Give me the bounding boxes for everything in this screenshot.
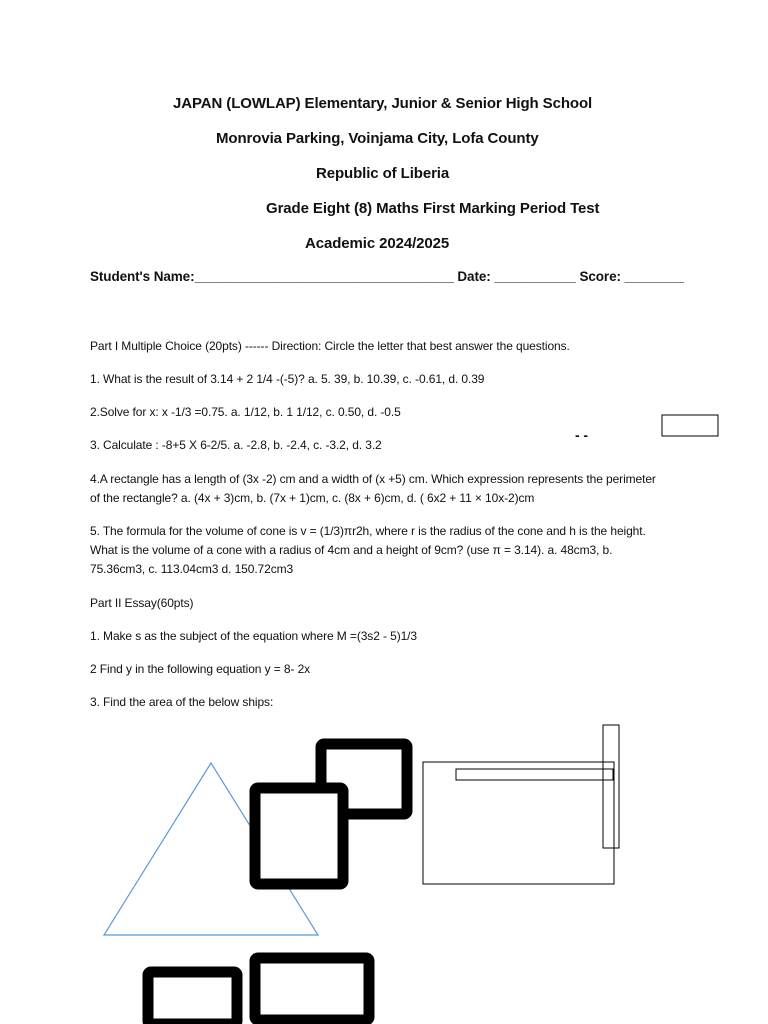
small-empty-box xyxy=(662,415,718,436)
square-shape-bottom xyxy=(255,788,343,884)
part1-heading: Part I Multiple Choice (20pts) ------ Direction: Circle the letter that best answer the questions. xyxy=(90,339,570,353)
school-name: JAPAN (LOWLAP) Elementary, Junior & Senior High School xyxy=(173,95,593,112)
essay-question-3: 3. Find the area of the below ships: xyxy=(90,695,274,709)
stray-mark: - - xyxy=(575,427,588,443)
country: Republic of Liberia xyxy=(316,165,450,182)
student-info-line: Student's Name:___________________________________ Date: ___________ Score: ________ xyxy=(90,269,684,284)
school-address: Monrovia Parking, Voinjama City, Lofa County xyxy=(216,130,539,147)
academic-year: Academic 2024/2025 xyxy=(305,235,450,252)
question-5: 5. The formula for the volume of cone is v = (1/3)πr2h, where r is the radius of the cone and h is the height. What is the volume of a cone with a radius of 4cm and a height of 9cm? (use π = 3.14). a. 48cm3, b. 75.36cm3, c. 113.04cm3 d. 150.72cm3 xyxy=(90,524,646,576)
thin-horizontal-bar xyxy=(456,769,613,780)
question-3: 3. Calculate : -8+5 X 6-2/5. a. -2.8, b. -2.4, c. -3.2, d. 3.2 xyxy=(90,438,382,452)
essay-question-1: 1. Make s as the subject of the equation where M =(3s2 - 5)1/3 xyxy=(90,629,417,643)
thin-vertical-bar xyxy=(603,725,619,848)
question-4: 4.A rectangle has a length of (3x -2) cm and a width of (x +5) cm. Which expression represents the perimeter of the rectangle? a. (4x + 3)cm, b. (7x + 1)cm, c. (8x + 6)cm, d. ( 6x2 + 11 × 10x-2)cm xyxy=(90,472,656,505)
question-2: 2.Solve for x: x -1/3 =0.75. a. 1/12, b. 1 1/12, c. 0.50, d. -0.5 xyxy=(90,405,401,419)
essay-question-2: 2 Find y in the following equation y = 8- 2x xyxy=(90,662,311,676)
test-title: Grade Eight (8) Maths First Marking Period Test xyxy=(266,200,600,217)
bottom-rectangle-right xyxy=(255,958,369,1020)
question-1: 1. What is the result of 3.14 + 2 1/4 -(-5)? a. 5. 39, b. 10.39, c. -0.61, d. 0.39 xyxy=(90,372,485,386)
part2-heading: Part II Essay(60pts) xyxy=(90,596,194,610)
bottom-rectangle-left xyxy=(148,972,237,1024)
